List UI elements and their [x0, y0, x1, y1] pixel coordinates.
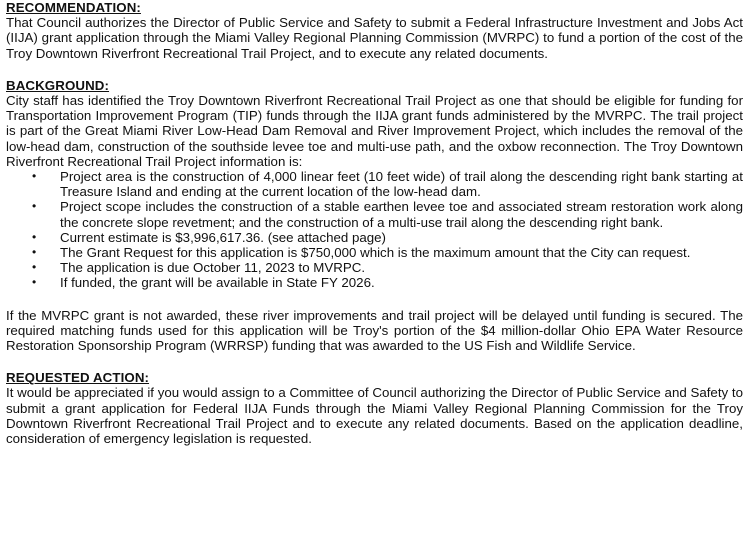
bullet-marker: •: [32, 245, 37, 260]
list-item-text: Current estimate is $3,996,617.36. (see attached page): [60, 229, 386, 245]
list-item: [6, 199, 743, 229]
requested-action-text: It would be appreciated if you would assign to a Committee of Council authorizing the Director of Public Service and Safety to submit a grant application for Federal IIJA Funds through the Miami Valley Regional Planning Commission for the Troy Downtown Riverfront Recreational Trail Project and to execute any related documents. Based on the application deadline, consideration of emergency legislation is requested.: [6, 385, 743, 447]
background-heading: BACKGROUND:: [6, 77, 110, 93]
recommendation-heading: RECOMMENDATION:: [6, 0, 141, 15]
list-item: [6, 275, 743, 290]
list-item: [6, 260, 743, 275]
recommendation-text: That Council authorizes the Director of Public Service and Safety to submit a Federal Infrastructure Investment and Jobs Act (IIJA) grant application through the Miami Valley Regional Planning Commission (MVRPC) to fund a portion of the cost of the Troy Downtown Riverfront Recreational Trail Project, and to execute any related documents.: [6, 15, 743, 61]
bullet-marker: •: [32, 275, 37, 290]
bullet-marker: •: [32, 260, 37, 275]
section-spacer: [6, 353, 743, 370]
bullet-marker: •: [32, 199, 37, 214]
background-intro: City staff has identified the Troy Downtown Riverfront Recreational Trail Project as one that should be eligible for funding for Transportation Improvement Program (TIP) funds through the IIJA grant funds administered by the MVRPC. The trail project is part of the Great Miami River Low-Head Dam Removal and River Improvement Project, which includes the removal of the low-head dam, construction of the southside levee toe and multi-use path, and the oxbow reconnection. The Troy Downtown Riverfront Recreational Trail Project information is:: [6, 93, 743, 169]
list-item-text: Project area is the construction of 4,000 linear feet (10 feet wide) of trail along the descending right bank starting at Treasure Island and ending at the current location of the low-head dam.: [60, 169, 743, 200]
list-item-text: Project scope includes the construction of a stable earthen levee toe and associated stream restoration work along the concrete slope revetment; and the construction of a multi-use trail along the descending right bank.: [60, 199, 743, 230]
paragraph-spacer: [6, 291, 743, 308]
list-item: [6, 230, 743, 245]
background-bullet-list: [6, 169, 743, 291]
bullet-marker: •: [32, 229, 37, 244]
bullet-marker: •: [32, 169, 37, 184]
list-item-text: The Grant Request for this application is $750,000 which is the maximum amount that the City can request.: [60, 245, 691, 261]
list-item-text: The application is due October 11, 2023 to MVRPC.: [60, 260, 366, 276]
list-item: [6, 169, 743, 199]
background-closing: If the MVRPC grant is not awarded, these river improvements and trail project will be delayed until funding is secured. The required matching funds used for this application will be Troy's portion of the $4 million-dollar Ohio EPA Water Resource Restoration Sponsorship Program (WRRSP) funding that was awarded to the US Fish and Wildlife Service.: [6, 307, 743, 354]
list-item-text: If funded, the grant will be available in State FY 2026.: [60, 275, 375, 291]
background-section: [6, 78, 743, 353]
requested-action-section: [6, 370, 743, 446]
document-body: [6, 0, 743, 446]
requested-action-heading: REQUESTED ACTION:: [6, 370, 150, 386]
list-item: [6, 245, 743, 260]
section-spacer: [6, 61, 743, 78]
recommendation-section: [6, 0, 743, 61]
